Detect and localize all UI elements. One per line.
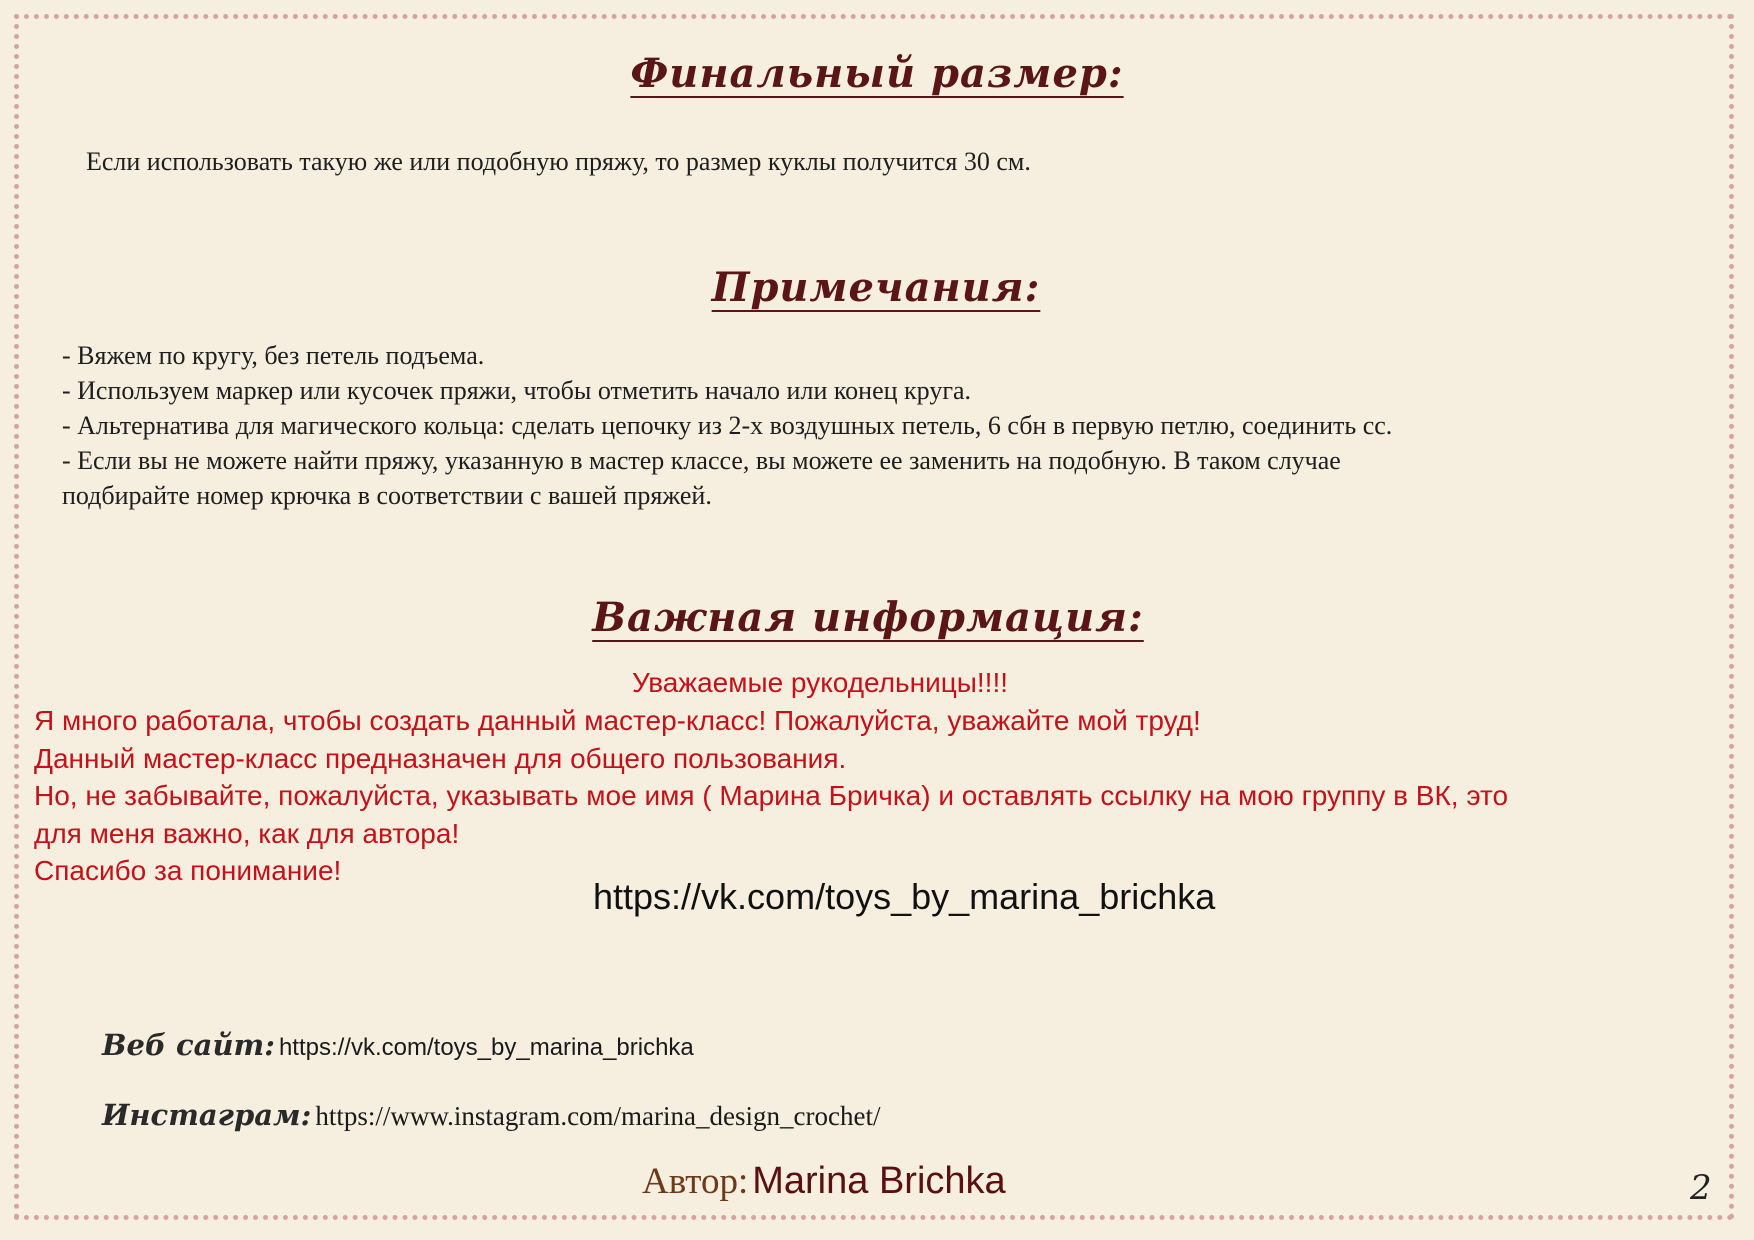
author-label: Автор: (642, 1161, 749, 1202)
important-heading: Важная информация: (592, 594, 1144, 641)
notes-heading: Примечания: (711, 264, 1041, 311)
note-line-3: - Альтернатива для магического кольца: сделать цепочку из 2-х воздушных петель, 6 сбн в первую петлю, соединить сс. (62, 411, 1393, 440)
note-line-1: - Вяжем по кругу, без петель подъема. (62, 341, 485, 370)
important-greeting: Уважаемые рукодельницы!!!! (631, 667, 1009, 698)
final-size-heading: Финальный размер: (630, 50, 1124, 97)
author-row (642, 1160, 1006, 1203)
instagram-link[interactable]: https://www.instagram.com/marina_design_crochet/ (315, 1101, 881, 1131)
important-line-4: для меня важно, как для автора! (34, 817, 460, 849)
note-line-4: - Если вы не можете найти пряжу, указанную в мастер классе, вы можете ее заменить на подобную. В таком случае (62, 446, 1341, 475)
note-line-2: - Используем маркер или кусочек пряжи, чтобы отметить начало или конец круга. (62, 376, 972, 405)
vk-group-link[interactable]: https://vk.com/toys_by_marina_brichka (593, 876, 1216, 917)
website-link[interactable]: https://vk.com/toys_by_marina_brichka (278, 1034, 694, 1061)
final-size-text: Если использовать такую же или подобную пряжу, то размер куклы получится 30 см. (86, 147, 1031, 176)
author-name: Marina Brichka (752, 1160, 1006, 1202)
page-number: 2 (1690, 1168, 1712, 1208)
important-line-2: Данный мастер-класс предназначен для общего пользования. (34, 742, 847, 774)
instagram-label: Инстаграм: (102, 1098, 312, 1132)
important-line-5: Спасибо за понимание! (34, 855, 342, 886)
notes-list (62, 338, 1392, 513)
instagram-row (102, 1098, 880, 1132)
website-row (102, 1028, 694, 1062)
important-line-3: Но, не забывайте, пожалуйста, указывать мое имя ( Марина Бричка) и оставлять ссылку на мою группу в ВК, это (34, 780, 1509, 811)
note-line-5: подбирайте номер крючка в соответствии с вашей пряжей. (62, 481, 712, 510)
website-label: Веб сайт: (102, 1028, 275, 1062)
important-line-1: Я много работала, чтобы создать данный мастер-класс! Пожалуйста, уважайте мой труд! (34, 705, 1201, 736)
important-message (34, 702, 1508, 890)
